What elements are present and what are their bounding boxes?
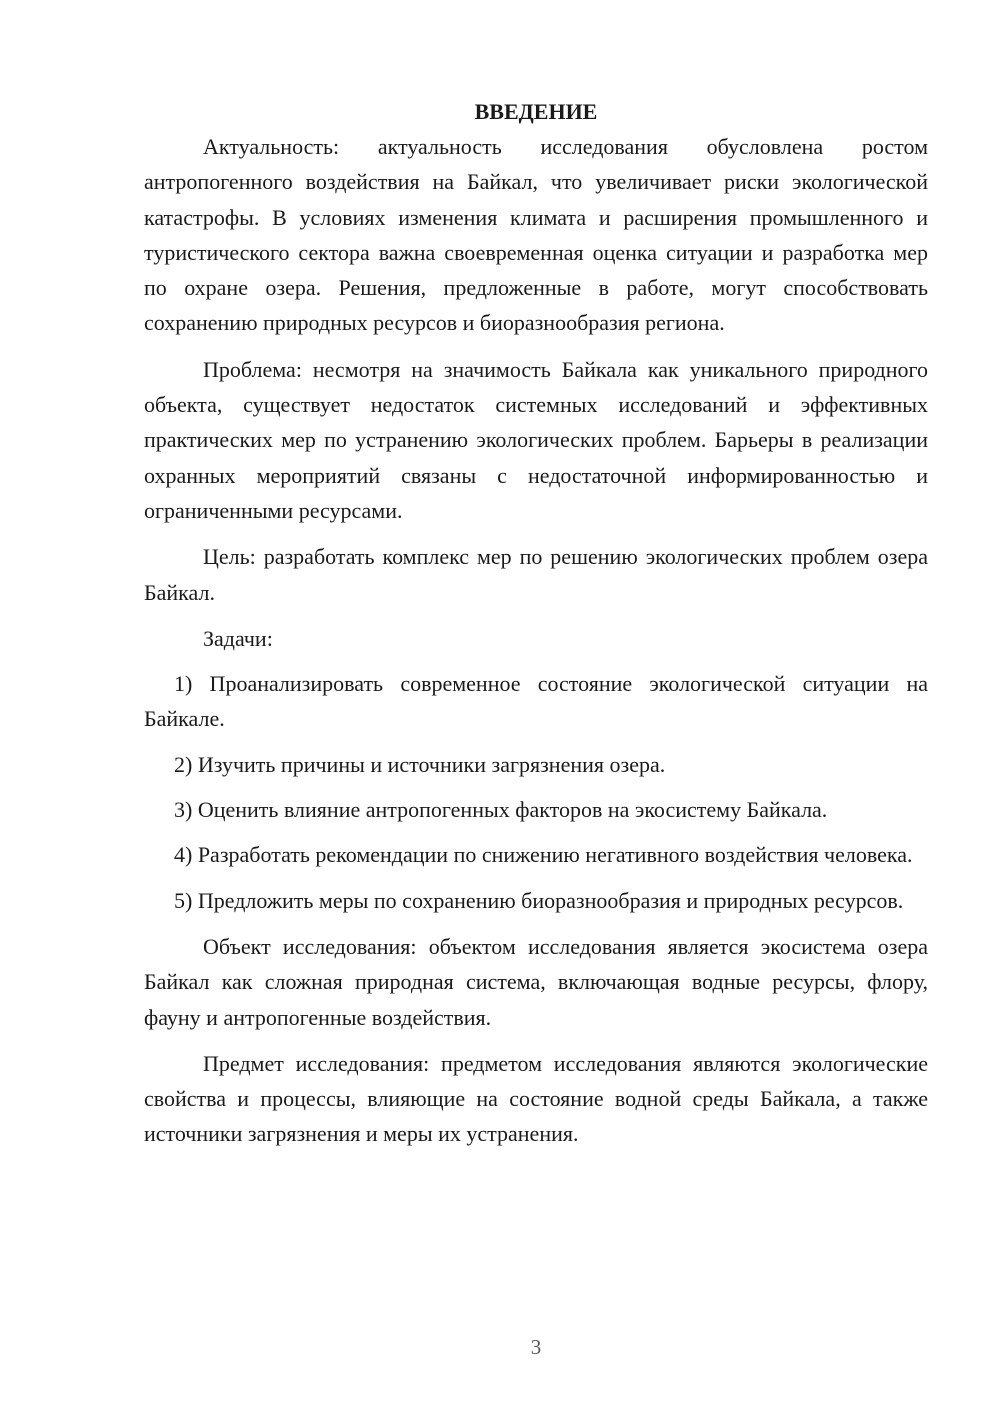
- paragraph-subject: Предмет исследования: предметом исследования являются экологические свойства и процессы, влияющие на состояние водной среды Байкала, а также источники загрязнения и меры их устранения.: [144, 1050, 928, 1147]
- paragraph-object: Объект исследования: объектом исследования является экосистема озера Байкал как сложная природная система, включающая водные ресурсы, флору, фауну и антропогенные воздействия.: [144, 933, 928, 1030]
- paragraph-tasks-label: Задачи:: [203, 625, 273, 651]
- paragraph-problem: Проблема: несмотря на значимость Байкала как уникального природного объекта, существует недостаток системных исследований и эффективных практических мер по устранению экологических проблем. Барьеры в реализации охранных мероприятий связаны с недостаточной информированностью и ограниченными ресурсами.: [144, 356, 928, 523]
- task-item: 5) Предложить меры по сохранению биоразнообразия и природных ресурсов.: [174, 887, 904, 913]
- section-heading: ВВЕДЕНИЕ: [474, 99, 598, 124]
- paragraph-relevance: Актуальность: актуальность исследования обусловлена ростом антропогенного воздействия на Байкал, что увеличивает риски экологической катастрофы. В условиях изменения климата и расширения промышленного и туристического сектора важна своевременная оценка ситуации и разработка мер по охране озера. Решения, предложенные в работе, могут способствовать сохранению природных ресурсов и биоразнообразия региона.: [144, 134, 928, 336]
- task-item: 4) Разработать рекомендации по снижению негативного воздействия человека.: [174, 842, 913, 868]
- task-item: 2) Изучить причины и источники загрязнения озера.: [174, 751, 666, 777]
- task-item: 1) Проанализировать современное состояние экологической ситуации на Байкале.: [144, 671, 928, 732]
- task-item: 3) Оценить влияние антропогенных факторов на экосистему Байкала.: [174, 797, 828, 823]
- document-page: [144, 94, 928, 1152]
- paragraph-goal: Цель: разработать комплекс мер по решению экологических проблем озера Байкал.: [144, 544, 928, 605]
- page-number: 3: [530, 1335, 542, 1359]
